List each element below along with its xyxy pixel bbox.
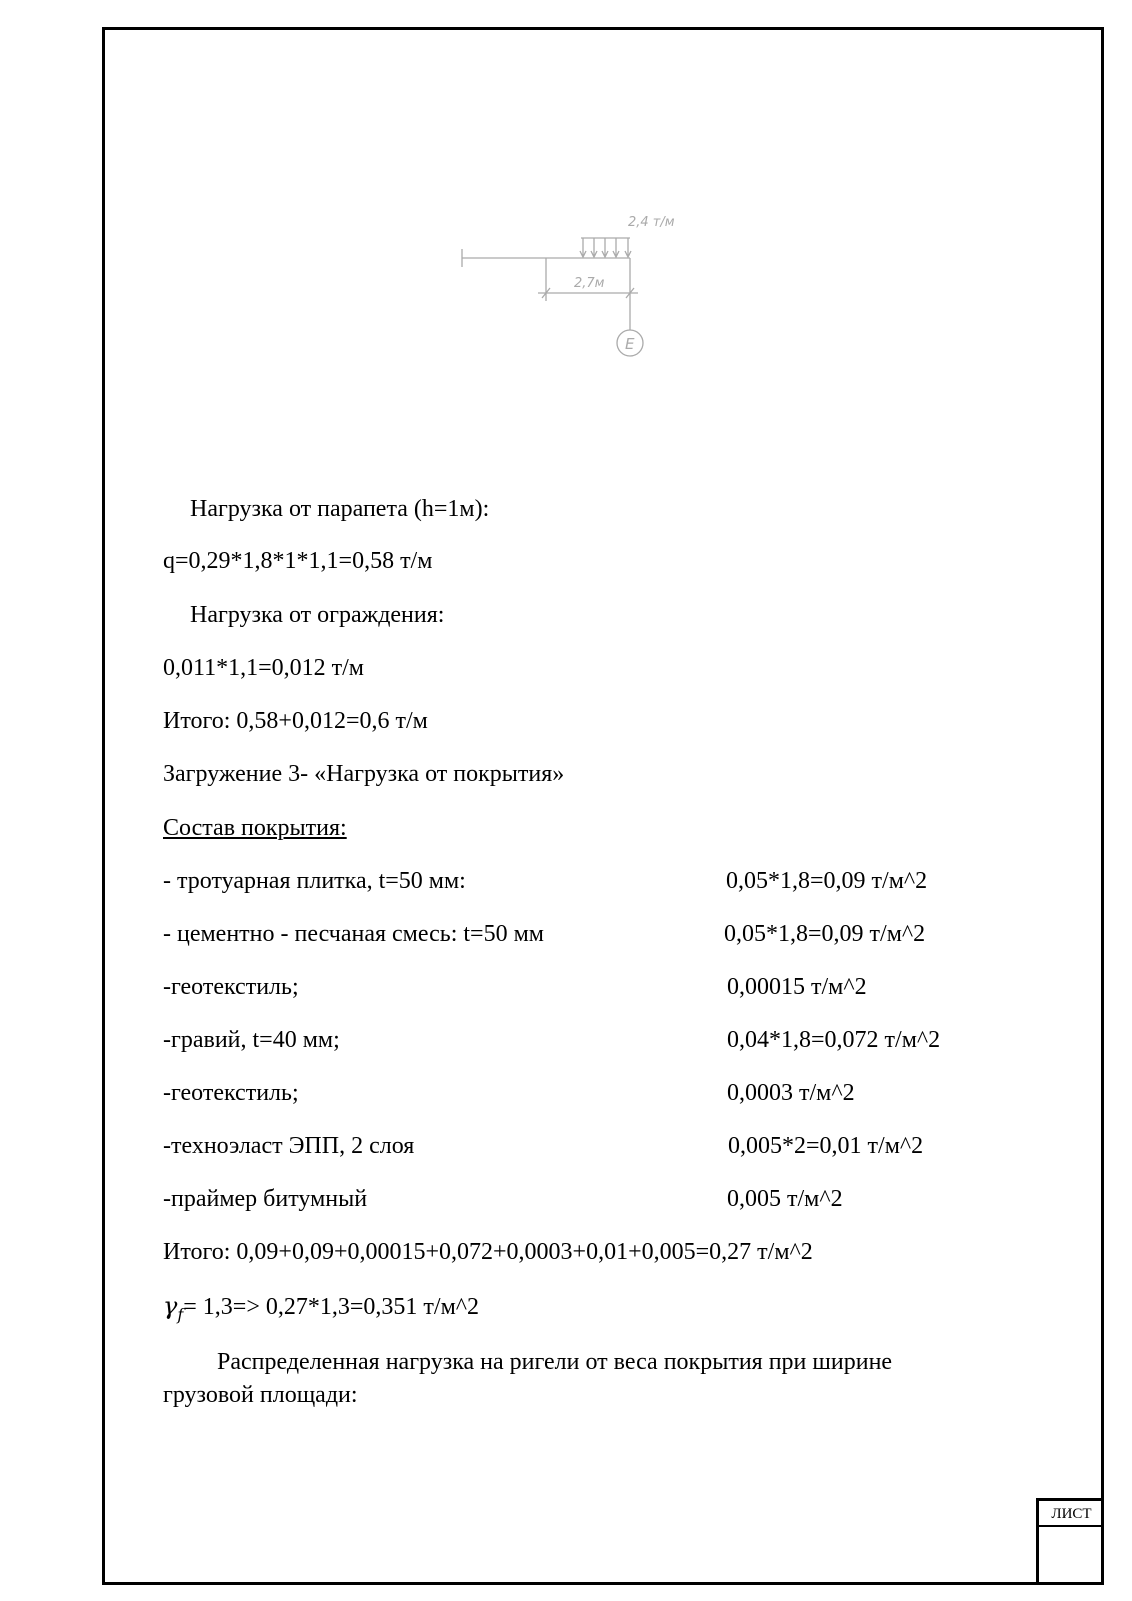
gamma-line [163,1291,1063,1330]
total-1: Итого: 0,58+0,012=0,6 т/м [163,708,428,734]
layer-name: - тротуарная плитка, t=50 мм: [163,868,466,894]
layer-value: 0,005*2=0,01 т/м^2 [728,1133,924,1159]
layer-value: 0,05*1,8=0,09 т/м^2 [724,921,926,947]
sheet-label: ЛИСТ [1051,1506,1092,1522]
distributed-load-line-2: грузовой площади: [163,1382,358,1408]
fence-calc: 0,011*1,1=0,012 т/м [163,655,364,681]
layer-value: 0,005 т/м^2 [727,1186,843,1212]
layer-value: 0,04*1,8=0,072 т/м^2 [727,1027,941,1053]
layer-value: 0,05*1,8=0,09 т/м^2 [726,868,928,894]
load-arrows [580,238,631,257]
distributed-load-line-1: Распределенная нагрузка на ригели от веса покрытия при ширине [217,1349,893,1375]
span-label: 2,7м [574,276,605,291]
total-2: Итого: 0,09+0,09+0,00015+0,072+0,0003+0,01+0,005=0,27 т/м^2 [163,1239,813,1265]
layer-name: -геотекстиль; [163,1080,299,1106]
layer-name: - цементно - песчаная смесь: t=50 мм [163,921,544,947]
layer-value: 0,0003 т/м^2 [727,1080,855,1106]
axis-label: Е [625,335,635,353]
title-block-stamp [1036,1498,1104,1585]
gamma-symbol: $\gamma_f$ [163,1292,184,1324]
layer-name: -геотекстиль; [163,974,299,1000]
beam-load-diagram [460,205,700,375]
load-label: 2,4 т/м [628,215,675,230]
stamp-divider [1039,1525,1104,1527]
layer-name: -праймер битумный [163,1186,368,1212]
layer-name: -гравий, t=40 мм; [163,1027,340,1053]
gamma-expression: = 1,3=> 0,27*1,3=0,351 т/м^2 [183,1294,480,1320]
composition-title: Состав покрытия: [163,815,347,841]
layer-value: 0,00015 т/м^2 [727,974,867,1000]
fence-title: Нагрузка от ограждения: [190,602,445,628]
parapet-calc: q=0,29*1,8*1*1,1=0,58 т/м [163,548,433,574]
parapet-title: Нагрузка от парапета (h=1м): [190,496,490,522]
load-case: Загружение 3- «Нагрузка от покрытия» [163,761,565,787]
layer-name: -техноэласт ЭПП, 2 слоя [163,1133,415,1159]
